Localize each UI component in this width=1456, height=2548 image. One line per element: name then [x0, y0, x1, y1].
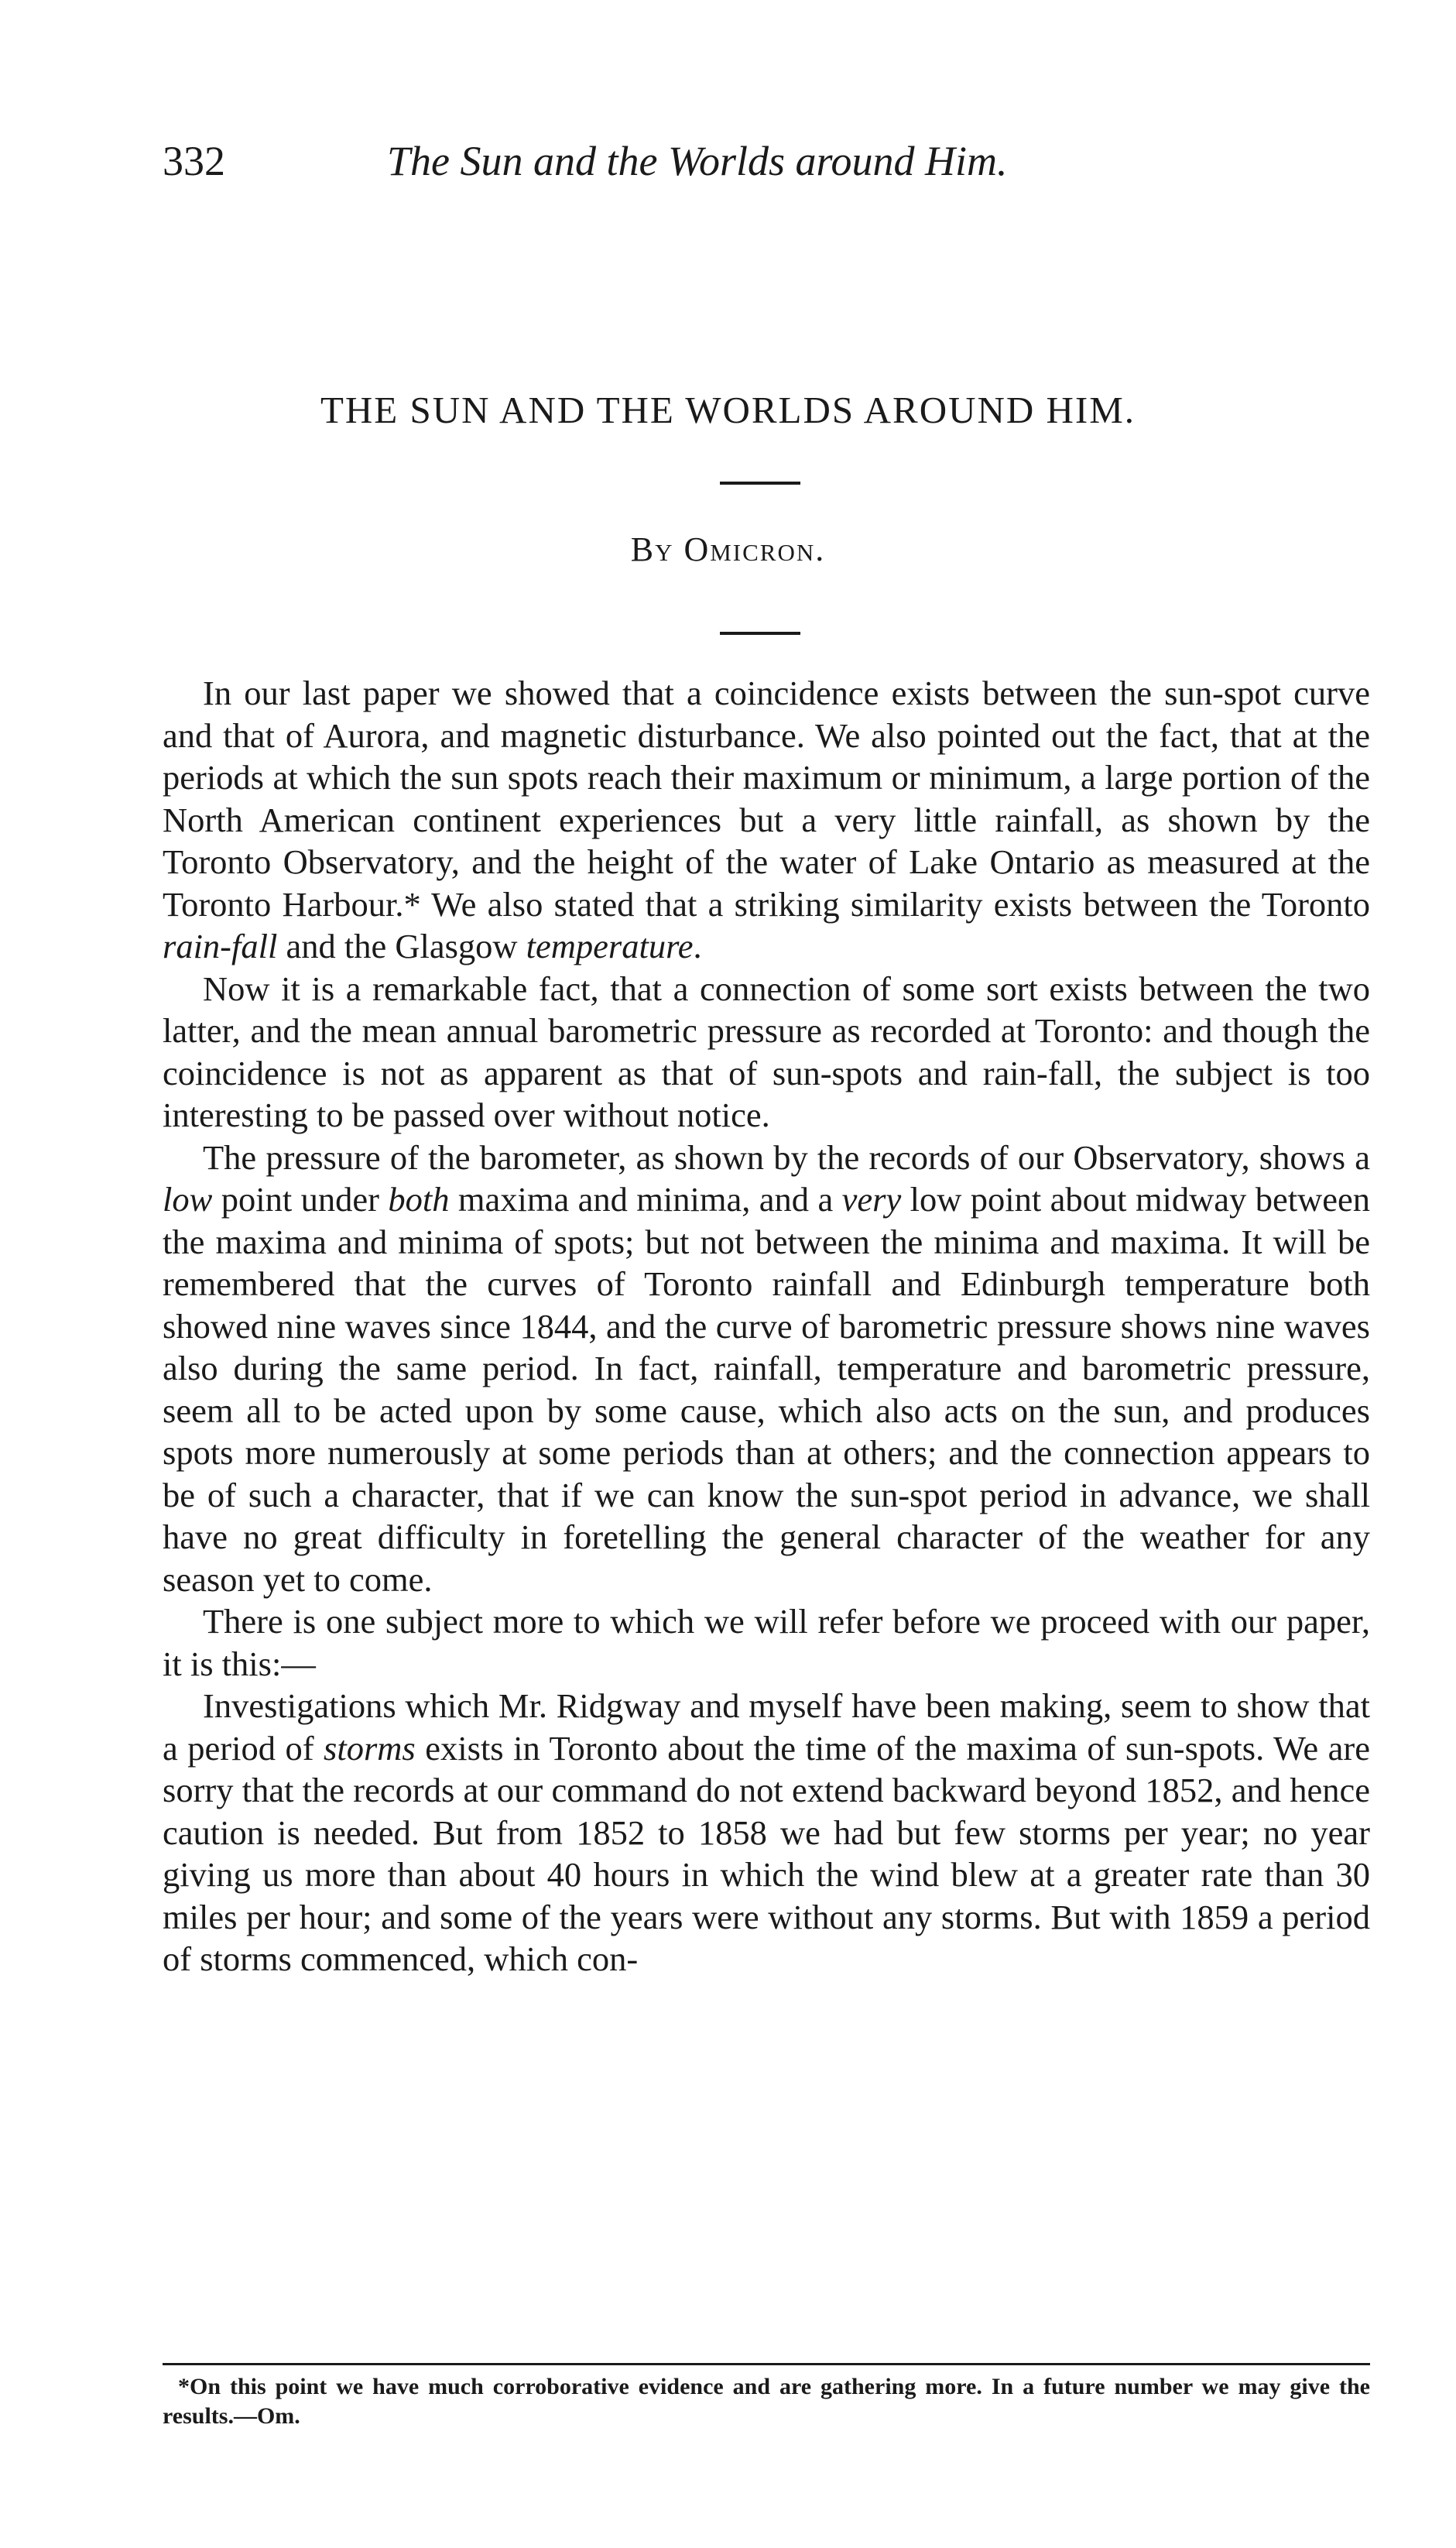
text-run: The pressure of the barometer, as shown by the records of our Observatory, shows a [203, 1137, 1370, 1177]
text-run: low point about midway between the maxima and minima of spots; but not between the minima and maxima. It will be remembered that the curves of Toronto rainfall and Edinburgh temperature both showed nine waves since 1844, and the curve of barometric pressure shows nine waves also during the same period. In fact, rainfall, temperature and barometric pressure, seem all to be acted upon by some cause, which also acts on the sun, and produces spots more numerously at some periods than at others; and the connection appears to be of such a character, that if we can know the sun-spot period in advance, we shall have no great difficulty in foretelling the general character of the weather for any season yet to come. [163, 1180, 1370, 1599]
article-body [163, 672, 1370, 1980]
running-head [163, 130, 1370, 192]
title-divider [720, 482, 800, 485]
text-run: maxima and minima, and a [449, 1180, 842, 1219]
italic-run: storms [324, 1728, 416, 1768]
paragraph-3 [163, 1137, 1370, 1601]
byline-divider [720, 632, 800, 635]
paragraph-2 [163, 968, 1370, 1137]
paragraph-1 [163, 672, 1370, 968]
paragraph-4 [163, 1600, 1370, 1685]
text-run: Now it is a remarkable fact, that a connection of some sort exists between the two latter, and the mean annual barometric pressure as recorded at Toronto: and though the coincidence is not as apparent as that of sun-spots and rain-fall, the subject is too interesting to be passed over without notice. [163, 969, 1370, 1134]
italic-run: low [163, 1180, 213, 1219]
text-run: Investigations which Mr. Ridgway and myself have been making, seem to show that a period of [163, 1686, 1370, 1768]
italic-run: rain-fall [163, 927, 278, 965]
paragraph-5 [163, 1685, 1370, 1980]
italic-run: temperature [526, 927, 694, 965]
text-run: and the Glasgow [277, 927, 526, 965]
running-title: The Sun and the Worlds around Him. [387, 138, 1008, 184]
text-run: . [693, 927, 702, 965]
italic-run: very [841, 1180, 902, 1219]
text-run: In our last paper we showed that a coincidence exists between the sun-spot curve and that of Aurora, and magnetic disturbance. We also pointed out the fact, that at the periods at which the sun spots reach their maximum or minimum, a large portion of the North American continent experiences but a very little rainfall, as shown by the Toronto Observatory, and the height of the water of Lake Ontario as measured at the Toronto Harbour.* We also stated that a striking similarity exists between the Toronto [163, 674, 1370, 924]
article-title: THE SUN AND THE WORLDS AROUND HIM. [320, 389, 1136, 431]
byline: By Omicron. [630, 530, 826, 568]
page-number: 332 [163, 138, 225, 184]
footnote: *On this point we have much corroborative evidence and are gathering more. In a future number we may give the results.—Om. [163, 2374, 1370, 2429]
text-run: point under [212, 1180, 389, 1219]
text-run: exists in Toronto about the time of the maxima of sun-spots. We are sorry that the records at our command do not extend backward beyond 1852, and hence caution is needed. But from 1852 to 1858 we had but few storms per year; no year giving us more than about 40 hours in which the wind blew at a greater rate than 30 miles per hour; and some of the years were without any storms. But with 1859 a period of storms commenced, which con- [163, 1728, 1370, 1978]
footnote-divider [163, 2363, 1370, 2365]
italic-run: both [388, 1180, 450, 1219]
text-run: There is one subject more to which we will refer before we proceed with our paper, it is this:— [163, 1602, 1370, 1683]
